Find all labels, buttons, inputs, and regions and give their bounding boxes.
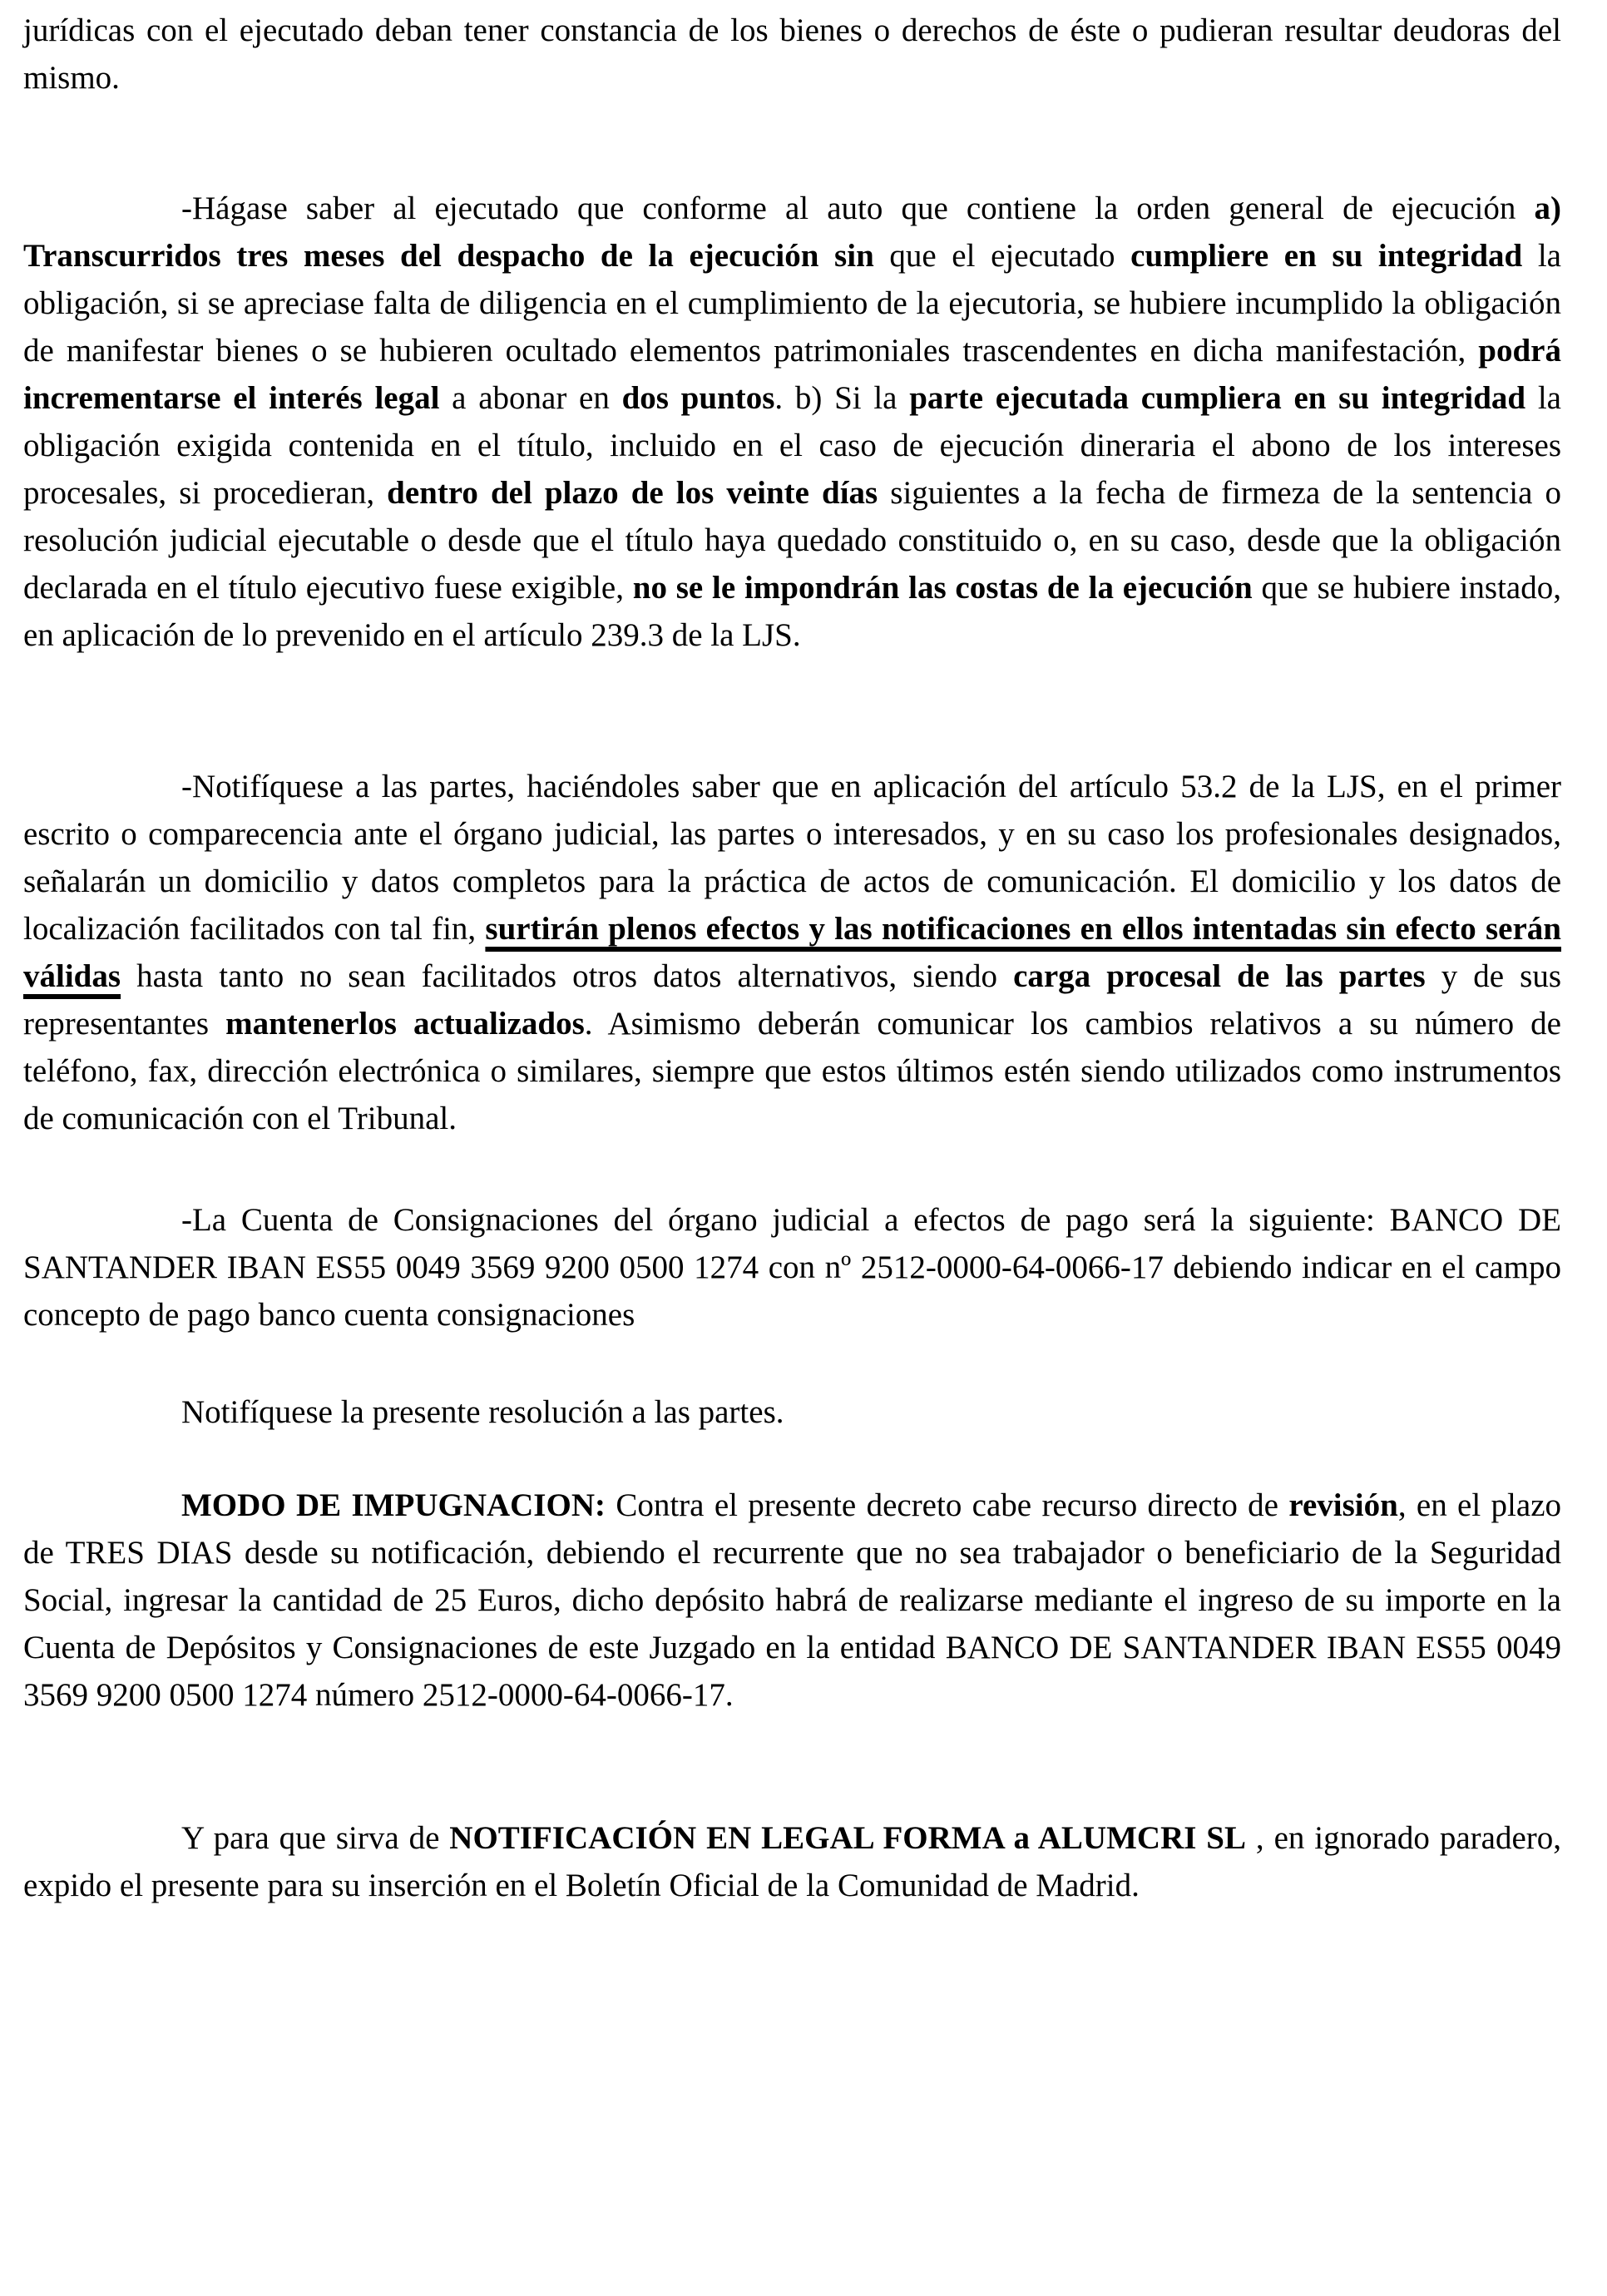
text-run: siguientes a la fecha de firmeza de la sentencia o resolución judicial ejecutable o desde que el título haya quedado constituido o, en su caso, desde que la obligación declarada en el título ejecutivo fuese exigible,: [23, 475, 1561, 606]
text-run: parte ejecutada cumpliera en su integridad: [909, 380, 1526, 416]
text-run: -Notifíquese a las partes, haciéndoles saber que en aplicación del artículo 53.2 de la LJS, en el primer escrito o comparecencia ante el órgano judicial, las partes o interesados, y en su caso los profesionales designados, señalarán un domicilio y datos completos para la práctica de actos de comunicación. El domicilio y los datos de localización facilitados con tal fin,: [23, 769, 1561, 947]
paragraph-3: [23, 763, 1561, 1142]
text-run: dos puntos: [621, 380, 775, 416]
paragraph-2: [23, 185, 1561, 659]
text-run: la obligación exigida contenida en el título, incluido en el caso de ejecución dineraria el abono de los intereses procesales, si procedieran,: [23, 380, 1561, 511]
text-run: jurídicas con el ejecutado deban tener constancia de los bienes o derechos de éste o pudieran resultar deudoras del mismo.: [23, 12, 1561, 96]
paragraph-1: [23, 7, 1561, 101]
text-run: . Asimismo deberán comunicar los cambios relativos a su número de teléfono, fax, dirección electrónica o similares, siempre que estos últimos estén siendo utilizados como instrumentos de comunicación con el Tribunal.: [23, 1006, 1561, 1136]
text-run: , en el plazo de TRES DIAS desde su notificación, debiendo el recurrente que no sea trabajador o beneficiario de la Seguridad Social, ingresar la cantidad de 25 Euros, dicho depósito habrá de realizarse mediante el ingreso de su importe en la Cuenta de Depósitos y Consignaciones de este Juzgado en la entidad BANCO DE SANTANDER IBAN ES55 0049 3569 9200 0500 1274 número 2512-0000-64-0066-17.: [23, 1487, 1562, 1713]
text-run: -Hágase saber al ejecutado que conforme al auto que contiene la orden general de ejecución: [181, 191, 1535, 226]
text-run: Contra el presente decreto cabe recurso directo de: [605, 1487, 1289, 1523]
paragraph-5: [23, 1388, 1561, 1436]
text-run: que el ejecutado: [873, 238, 1131, 274]
text-run: y de sus representantes: [23, 958, 1561, 1042]
text-run: carga procesal de las partes: [1013, 958, 1426, 994]
text-run: mantenerlos actualizados: [225, 1006, 585, 1042]
text-run: a) Transcurridos tres meses del despacho de la ejecución sin: [23, 191, 1561, 274]
text-run: podrá incrementarse el interés legal: [23, 333, 1561, 416]
text-run: -La Cuenta de Consignaciones del órgano judicial a efectos de pago será la siguiente: BANCO DE SANTANDER IBAN ES55 0049 3569 9200 0500 1274 con nº 2512-0000-64-0066-17 debiendo indicar en el campo concepto de pago banco cuenta consignaciones: [23, 1202, 1561, 1333]
text-run: Y para que sirva de: [181, 1820, 450, 1856]
text-run: dentro del plazo de los veinte días: [387, 475, 878, 511]
text-run: . b) Si la: [774, 380, 910, 416]
paragraph-6: [23, 1482, 1561, 1719]
text-run: Notifíquese la presente resolución a las partes.: [181, 1394, 784, 1430]
text-run: , en ignorado paradero, expido el presente para su inserción en el Boletín Oficial de la Comunidad de Madrid.: [23, 1820, 1561, 1903]
text-run: la obligación, si se apreciase falta de diligencia en el cumplimiento de la ejecutoria, se hubiere incumplido la obligación de manifestar bienes o se hubieren ocultado elementos patrimoniales trascendentes en dicha manifestación,: [23, 238, 1561, 369]
text-run: cumpliere en su integridad: [1130, 238, 1523, 274]
paragraph-7: [23, 1814, 1561, 1909]
text-run: MODO DE IMPUGNACION:: [181, 1487, 606, 1523]
paragraph-4: [23, 1196, 1561, 1339]
text-run: NOTIFICACIÓN EN LEGAL FORMA a ALUMCRI SL: [449, 1820, 1247, 1856]
text-run: surtirán plenos efectos y las notificaciones en ellos intentadas sin efecto serán válidas: [23, 911, 1561, 994]
text-run: hasta tanto no sean facilitados otros datos alternativos, siendo: [121, 958, 1014, 994]
document-body: [23, 7, 1561, 1909]
text-run: que se hubiere instado, en aplicación de lo prevenido en el artículo 239.3 de la LJS.: [23, 570, 1561, 653]
text-run: no se le impondrán las costas de la ejecución: [632, 570, 1253, 606]
text-run: a abonar en: [439, 380, 622, 416]
text-run: revisión: [1288, 1487, 1398, 1523]
